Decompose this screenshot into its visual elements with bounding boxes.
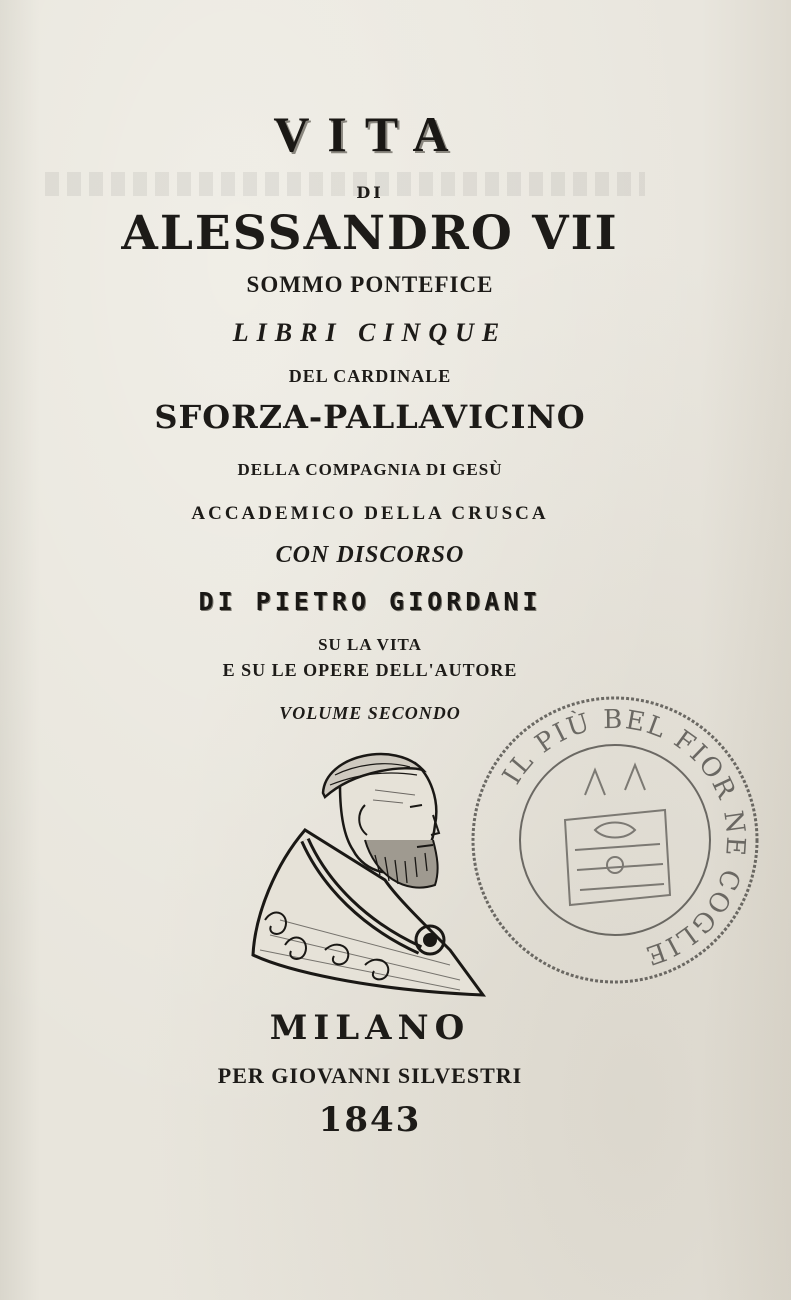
- stamp-emblem: [565, 765, 670, 905]
- author-name: SFORZA-PALLAVICINO: [154, 398, 586, 436]
- imprint-city: MILANO: [269, 1008, 471, 1048]
- author-order: DELLA COMPAGNIA DI GESÙ: [237, 460, 503, 479]
- subject-name: ALESSANDRO VII: [121, 206, 619, 261]
- stamp-motto: IL PIÙ BEL FIOR NE COGLIE: [497, 704, 751, 971]
- about-works-line: E SU LE OPERE DELL'AUTORE: [222, 660, 518, 680]
- about-life-line: SU LA VITA: [318, 635, 422, 654]
- title-vita: VITA: [273, 106, 467, 162]
- title-di: DI: [356, 183, 384, 202]
- imprint-year: 1843: [318, 1100, 422, 1140]
- imprint-publisher: PER GIOVANNI SILVESTRI: [217, 1063, 523, 1088]
- stamp-outer-ring: [473, 698, 757, 982]
- with-discourse-line: CON DISCORSO: [275, 542, 465, 568]
- discourse-author: DI PIETRO GIORDANI: [198, 587, 542, 616]
- stamp-inner-ring: [520, 745, 710, 935]
- books-line: LIBRI CINQUE: [232, 318, 508, 347]
- subject-title: SOMMO PONTEFICE: [246, 272, 494, 297]
- pope-portrait-woodcut: [245, 745, 490, 1000]
- author-academy: ACCADEMICO DELLA CRUSCA: [191, 503, 549, 524]
- portrait-bust: [253, 754, 483, 995]
- library-stamp: [465, 690, 765, 990]
- volume-line: VOLUME SECONDO: [279, 703, 461, 723]
- del-cardinale-line: DEL CARDINALE: [288, 366, 452, 386]
